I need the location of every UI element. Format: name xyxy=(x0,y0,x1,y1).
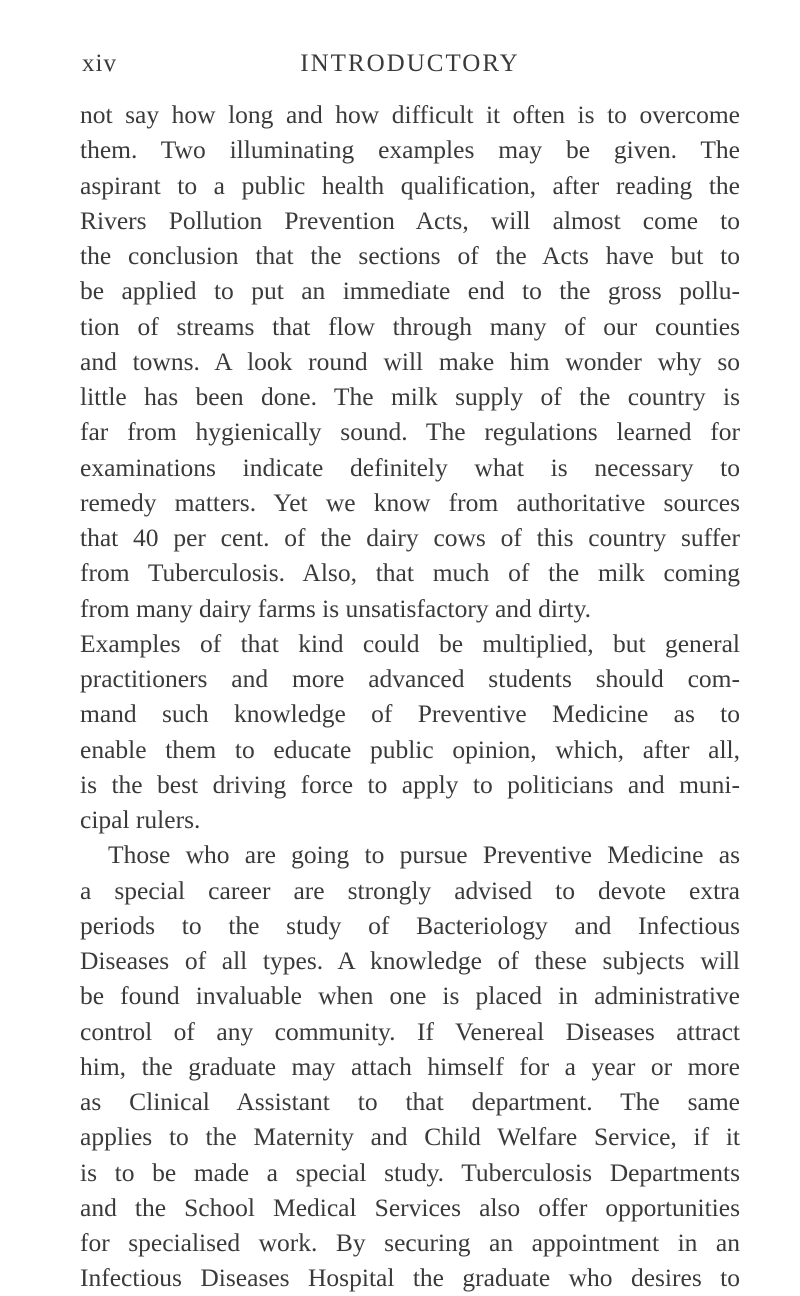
body-text xyxy=(80,97,740,1296)
text-line: them. Two illuminating examples may be given. The xyxy=(80,135,740,165)
running-head xyxy=(80,50,740,90)
text-line: applies to the Maternity and Child Welfare Service, if it xyxy=(80,1122,740,1152)
text-line: and towns. A look round will make him wonder why so xyxy=(80,346,740,376)
paragraph-start-line: Those who are going to pursue Preventive Medicine as xyxy=(108,840,740,870)
text-line: that 40 per cent. of the dairy cows of this country suffer xyxy=(80,523,740,552)
text-line: practitioners and more advanced students should com- xyxy=(80,664,740,693)
text-line: periods to the study of Bacteriology and Infectious xyxy=(80,910,740,940)
text-line: little has been done. The milk supply of the country is xyxy=(80,382,740,411)
text-line: for specialised work. By securing an appointment in an xyxy=(80,1228,740,1257)
text-line: tion of streams that flow through many of our counties xyxy=(80,311,740,341)
paragraph-end-line: cipal rulers. xyxy=(80,805,201,834)
text-line: not say how long and how difficult it often is to overcome xyxy=(80,100,740,129)
text-line: Infectious Diseases Hospital the graduate who desires to xyxy=(80,1263,740,1293)
text-line: aspirant to a public health qualification, after reading the xyxy=(80,170,740,200)
text-line: the conclusion that the sections of the Acts have but to xyxy=(80,241,740,270)
text-line: and the School Medical Services also offer opportunities xyxy=(80,1192,740,1222)
text-line: far from hygienically sound. The regulations learned for xyxy=(80,417,740,447)
text-line: be found invaluable when one is placed in administrative xyxy=(80,981,740,1011)
text-line: from Tuberculosis. Also, that much of the milk coming xyxy=(80,558,740,588)
text-line: is the best driving force to apply to politicians and muni- xyxy=(80,769,740,799)
text-line: Rivers Pollution Prevention Acts, will almost come to xyxy=(80,205,740,235)
text-line: remedy matters. Yet we know from authoritative sources xyxy=(80,487,740,517)
text-line: Examples of that kind could be multiplied, but general xyxy=(80,628,740,658)
text-line: Diseases of all types. A knowledge of these subjects will xyxy=(80,946,740,975)
text-line: be applied to put an immediate end to the gross pollu- xyxy=(80,276,740,306)
text-line: is to be made a special study. Tuberculosis Departments xyxy=(80,1157,740,1187)
text-line: examinations indicate definitely what is necessary to xyxy=(80,452,740,482)
text-line: mand such knowledge of Preventive Medicine as to xyxy=(80,699,740,729)
text-line: a special career are strongly advised to devote extra xyxy=(80,875,740,905)
text-line: from many dairy farms is unsatisfactory and dirty. xyxy=(80,593,592,623)
text-line: him, the graduate may attach himself for a year or more xyxy=(80,1051,740,1081)
text-line: as Clinical Assistant to that department. The same xyxy=(80,1087,740,1116)
page-number: xiv xyxy=(82,50,117,77)
text-line: control of any community. If Venereal Diseases attract xyxy=(80,1016,740,1046)
chapter-title: INTRODUCTORY xyxy=(300,50,520,77)
text-line: enable them to educate public opinion, which, after all, xyxy=(80,734,740,764)
